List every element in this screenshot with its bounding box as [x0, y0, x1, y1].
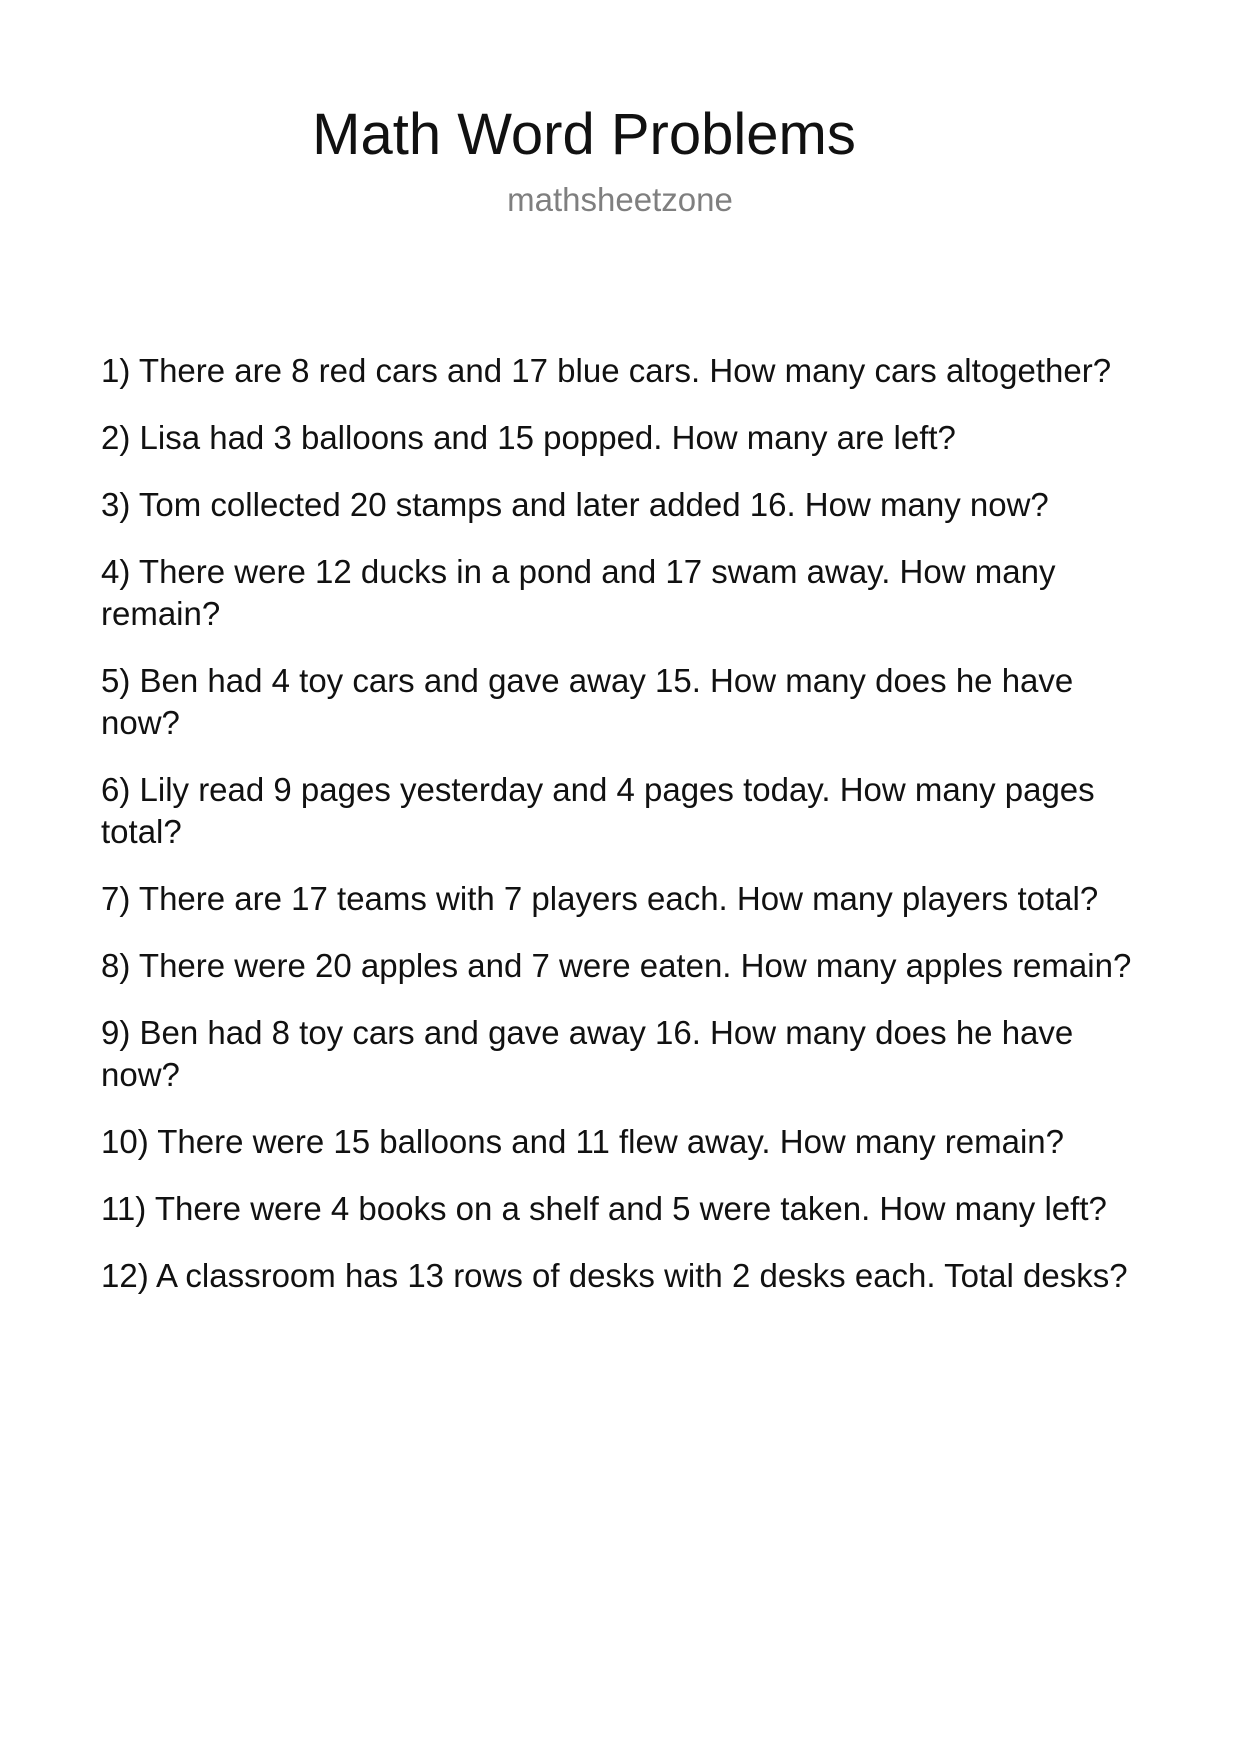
page-subtitle: mathsheetzone: [507, 181, 733, 218]
problem-list: [101, 350, 1161, 1322]
problem-7: 7) There are 17 teams with 7 players each. How many players total?: [101, 880, 1099, 917]
problem-9: 9) Ben had 8 toy cars and gave away 16. How many does he have now?: [101, 1014, 1074, 1093]
page-title: Math Word Problems: [312, 102, 856, 167]
problem-3: 3) Tom collected 20 stamps and later added 16. How many now?: [101, 486, 1049, 523]
problem-1: 1) There are 8 red cars and 17 blue cars. How many cars altogether?: [101, 352, 1112, 389]
problem-12: 12) A classroom has 13 rows of desks with 2 desks each. Total desks?: [101, 1257, 1128, 1294]
problem-8: 8) There were 20 apples and 7 were eaten. How many apples remain?: [101, 947, 1132, 984]
problem-4: 4) There were 12 ducks in a pond and 17 swam away. How many remain?: [101, 553, 1056, 632]
problem-10: 10) There were 15 balloons and 11 flew away. How many remain?: [101, 1123, 1065, 1160]
problem-5: 5) Ben had 4 toy cars and gave away 15. How many does he have now?: [101, 662, 1074, 741]
problem-6: 6) Lily read 9 pages yesterday and 4 pages today. How many pages total?: [101, 771, 1095, 850]
problem-2: 2) Lisa had 3 balloons and 15 popped. How many are left?: [101, 419, 956, 456]
problem-11: 11) There were 4 books on a shelf and 5 were taken. How many left?: [101, 1190, 1107, 1227]
